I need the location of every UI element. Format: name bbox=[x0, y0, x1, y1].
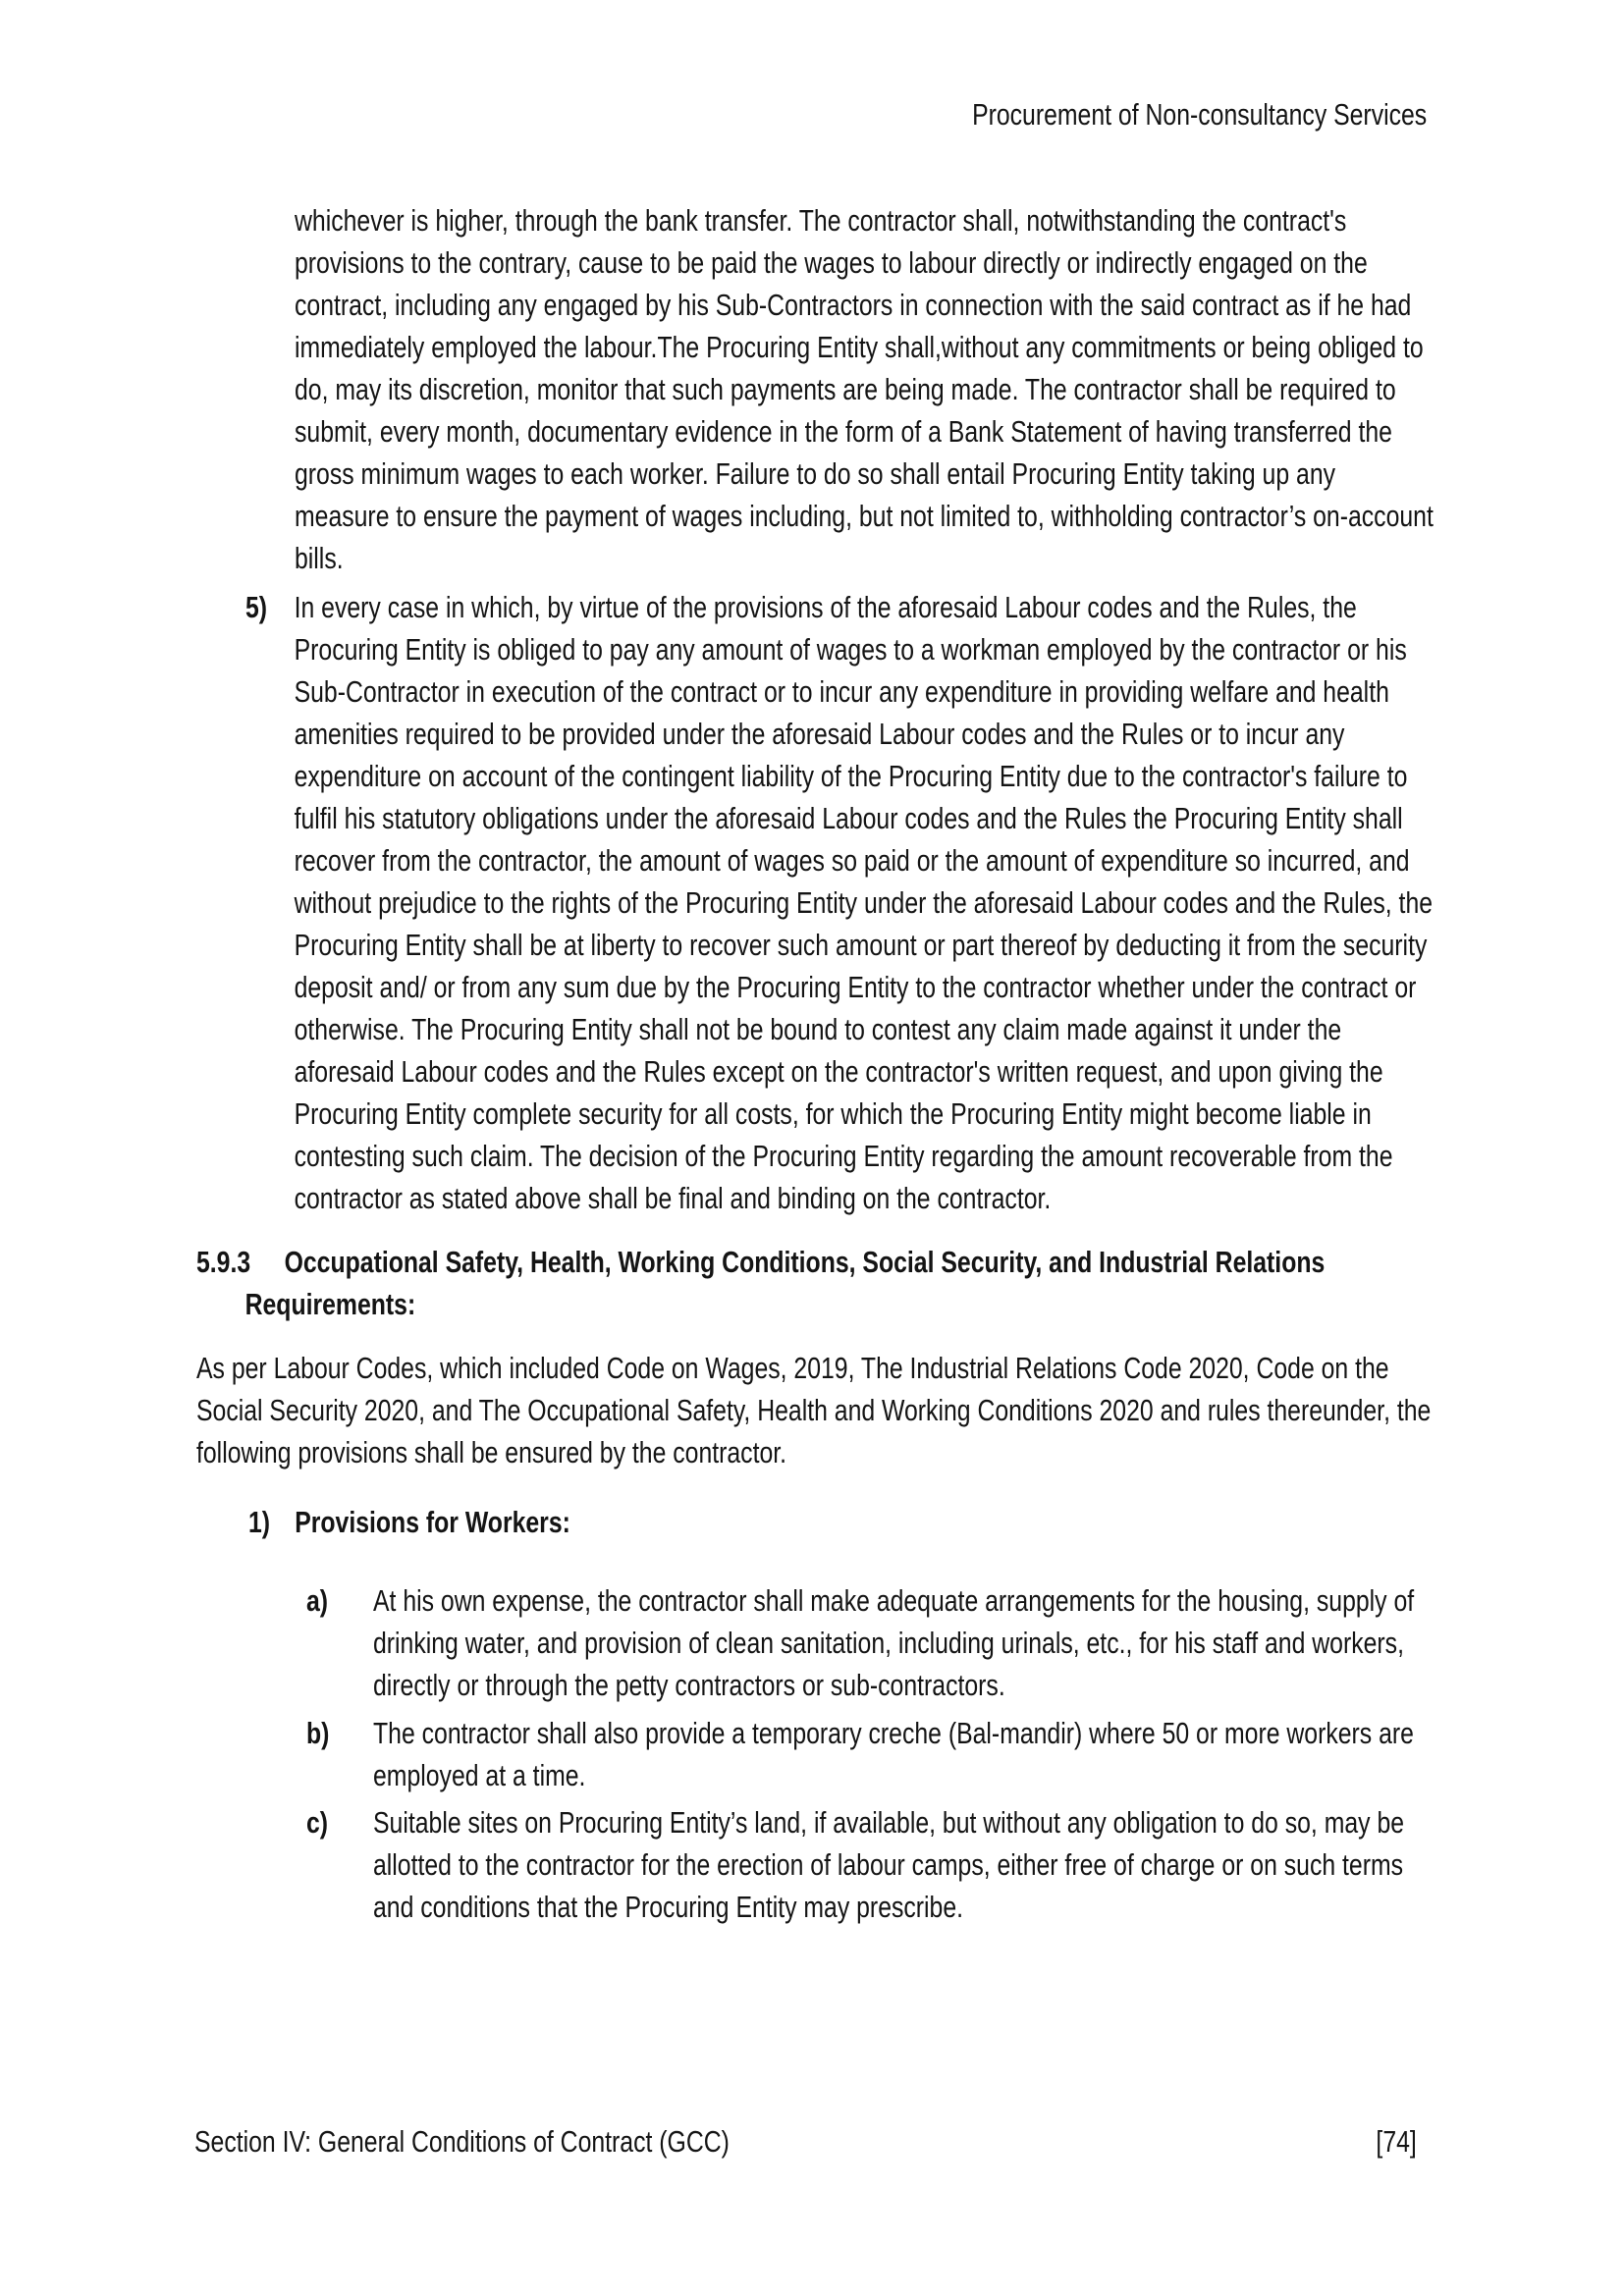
list-item-c-text: Suitable sites on Procuring Entity’s land, if available, but without any obligation to do so, may be allotted to the contractor for the erection of labour camps, either free of charge or on such terms and conditions that the Procuring Entity may prescribe. bbox=[373, 1805, 1405, 1924]
list-item-a-marker: a) bbox=[306, 1583, 329, 1618]
list-item-c-marker: c) bbox=[306, 1805, 329, 1840]
list-item-5-text: In every case in which, by virtue of the provisions of the aforesaid Labour codes and the Rules, the Procuring Entity is obliged to pay any amount of wages to a workman employed by the contractor or his Sub-Contractor in execution of the contract or to incur any expenditure in providing welfare and health amenities required to be provided under the aforesaid Labour codes and the Rules or to incur any expenditure on account of the contingent liability of the Procuring Entity due to the contractor's failure to fulfil his statutory obligations under the aforesaid Labour codes and the Rules the Procuring Entity shall recover from the contractor, the amount of wages so paid or the amount of expenditure so incurred, and without prejudice to the rights of the Procuring Entity under the aforesaid Labour codes and the Rules, the Procuring Entity shall be at liberty to recover such amount or part thereof by deducting it from the security deposit and/ or from any sum due by the Procuring Entity to the contractor whether under the contract or otherwise. The Procuring Entity shall not be bound to contest any claim made against it under the aforesaid Labour codes and the Rules except on the contractor's written request, and upon giving the Procuring Entity complete security for all costs, for which the Procuring Entity might become liable in contesting such claim. The decision of the Procuring Entity regarding the amount recoverable from the contractor as stated above shall be final and binding on the contractor. bbox=[294, 590, 1434, 1215]
list-item-a-text: At his own expense, the contractor shall make adequate arrangements for the housing, supply of drinking water, and provision of clean sanitation, including urinals, etc., for his staff and workers, directly or through the petty contractors or sub-contractors. bbox=[373, 1583, 1415, 1702]
page-header: Procurement of Non-consultancy Services bbox=[972, 97, 1428, 132]
list-item-c-block bbox=[306, 1801, 1624, 1928]
provisions-title: Provisions for Workers: bbox=[295, 1505, 570, 1539]
list-item-5-block bbox=[245, 586, 1624, 1219]
section-heading bbox=[196, 1241, 1624, 1325]
list-item-b-marker: b) bbox=[306, 1716, 330, 1750]
list-item-5-marker: 5) bbox=[245, 590, 268, 624]
section-title-line2: Requirements: bbox=[244, 1287, 416, 1321]
provisions-heading-block bbox=[248, 1501, 1624, 1543]
section-title-line1: Occupational Safety, Health, Working Conditions, Social Security, and Industrial Relations bbox=[284, 1245, 1326, 1279]
footer-block bbox=[194, 2120, 1624, 2163]
page-number: [74] bbox=[1376, 2124, 1417, 2159]
provisions-marker: 1) bbox=[248, 1505, 271, 1539]
intro-paragraph-block bbox=[196, 1347, 1624, 1473]
footer-section-label: Section IV: General Conditions of Contract (GCC) bbox=[194, 2124, 730, 2159]
list-item-b-block bbox=[306, 1712, 1624, 1796]
list-item-b-text: The contractor shall also provide a temporary creche (Bal-mandir) where 50 or more workers are employed at a time. bbox=[373, 1716, 1414, 1792]
section-number: 5.9.3 bbox=[196, 1245, 251, 1279]
continuation-paragraph: whichever is higher, through the bank transfer. The contractor shall, notwithstanding the contract's provisions to the contrary, cause to be paid the wages to labour directly or indirectly engaged on the contract, including any engaged by his Sub-Contractors in connection with the said contract as if he had immediately employed the labour.The Procuring Entity shall,without any commitments or being obliged to do, may its discretion, monitor that such payments are being made. The contractor shall be required to submit, every month, documentary evidence in the form of a Bank Statement of having transferred the gross minimum wages to each worker. Failure to do so shall entail Procuring Entity taking up any measure to ensure the payment of wages including, but not limited to, withholding contractor’s on-account bills. bbox=[295, 203, 1434, 575]
intro-paragraph: As per Labour Codes, which included Code on Wages, 2019, The Industrial Relations Code 2020, Code on the Social Security 2020, and The Occupational Safety, Health and Working Conditions 2020 and rules thereunder, the following provisions shall be ensured by the contractor. bbox=[196, 1351, 1432, 1469]
continuation-paragraph-block bbox=[295, 199, 1624, 579]
list-item-a-block bbox=[306, 1579, 1624, 1706]
header-block bbox=[194, 93, 1624, 135]
